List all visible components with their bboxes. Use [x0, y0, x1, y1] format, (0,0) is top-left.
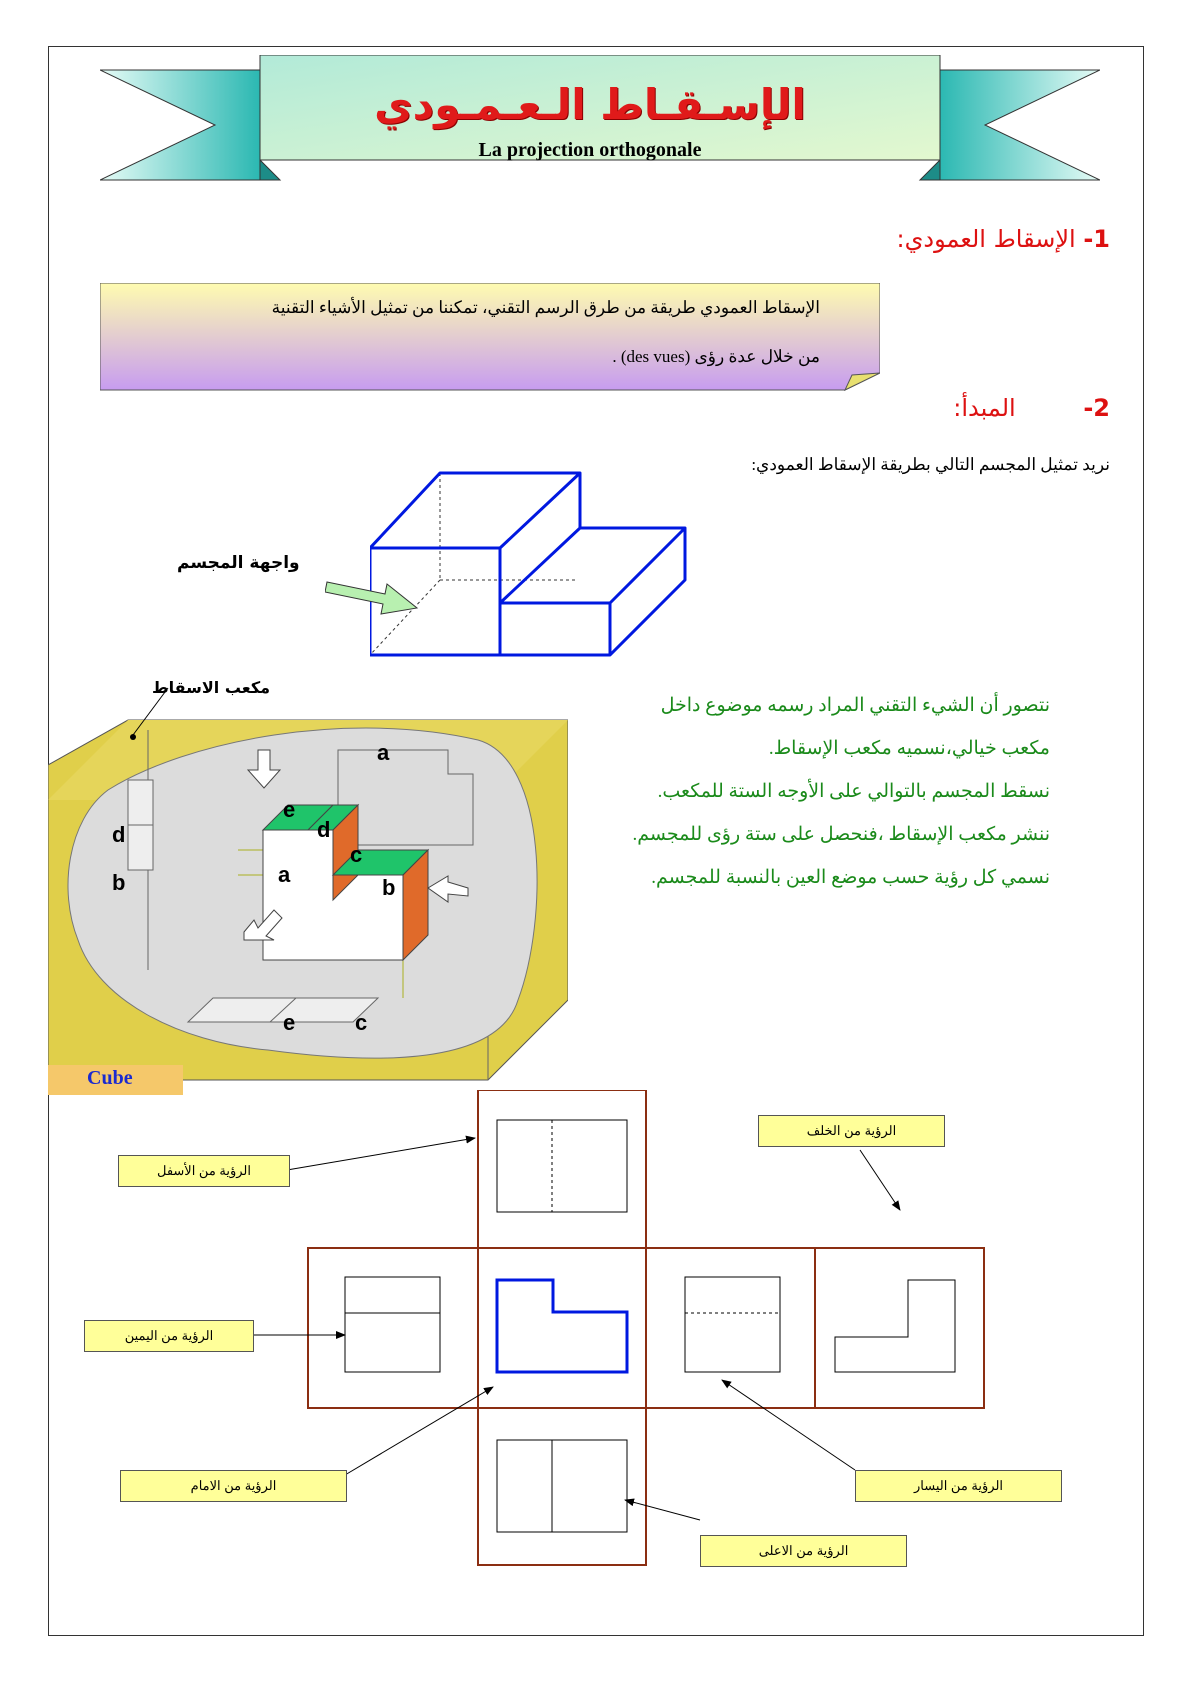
cube-caption: Cube	[87, 1067, 133, 1089]
explanation-line-2: مكعب خيالي،نسميه مكعب الإسقاط.	[768, 738, 1050, 759]
explanation-line-1: نتصور أن الشيء التقني المراد رسمه موضوع داخل	[660, 695, 1050, 716]
page-subtitle: La projection orthogonale	[478, 139, 702, 161]
definition-line-2: من خلال عدة رؤى (des vues) .	[612, 347, 820, 366]
front-face-arrow	[325, 570, 420, 620]
section-2-title: المبدأ:	[953, 394, 1016, 422]
callout-view-top: الرؤية من الاعلى	[700, 1535, 907, 1567]
cube-title: مكعب الاسقاط	[152, 678, 271, 697]
face-label-d-wall: d	[112, 822, 126, 847]
section-1-title: الإسقاط العمودي:	[896, 225, 1076, 253]
face-label-d-object: d	[317, 817, 331, 842]
definition-line-1: الإسقاط العمودي طريقة من طرق الرسم التقني، تمكننا من تمثيل الأشياء التقنية	[271, 298, 820, 317]
section-1-number: 1-	[1083, 225, 1110, 253]
section-2-heading	[953, 394, 1110, 422]
section-1-heading	[897, 225, 1110, 253]
explanation-text	[633, 684, 1050, 899]
page-title: الإسـقـاط الـعـمـودي	[374, 80, 806, 129]
callout-view-bottom: الرؤية من الأسفل	[118, 1155, 290, 1187]
projection-cube-illustration	[48, 670, 568, 1095]
face-label-a-back: a	[377, 740, 390, 765]
face-label-c-floor: c	[355, 1010, 368, 1035]
callout-view-back: الرؤية من الخلف	[758, 1115, 945, 1147]
explanation-line-4: ننشر مكعب الإسقاط ،فنحصل على ستة رؤى للمجسم.	[632, 824, 1050, 845]
face-label-e-floor: e	[283, 1010, 296, 1035]
face-label-b-object: b	[382, 875, 396, 900]
callout-view-front: الرؤية من الامام	[120, 1470, 347, 1502]
callout-view-left: الرؤية من اليسار	[855, 1470, 1062, 1502]
section-2-number: 2-	[1083, 394, 1110, 422]
face-label-c-object: c	[350, 842, 363, 867]
principle-intro: نريد تمثيل المجسم التالي بطريقة الإسقاط العمودي:	[751, 455, 1110, 474]
front-face-label: واجهة المجسم	[177, 553, 300, 573]
explanation-line-3: نسقط المجسم بالتوالي على الأوجه الستة للمكعب.	[657, 781, 1050, 802]
explanation-line-5: نسمي كل رؤية حسب موضع العين بالنسبة للمجسم.	[651, 867, 1050, 888]
face-label-b-wall: b	[112, 870, 126, 895]
callout-view-right: الرؤية من اليمين	[84, 1320, 254, 1352]
definition-text	[100, 283, 820, 381]
face-label-a-front: a	[278, 862, 291, 887]
object-isometric-drawing	[370, 465, 690, 665]
face-label-e-object: e	[283, 797, 296, 822]
